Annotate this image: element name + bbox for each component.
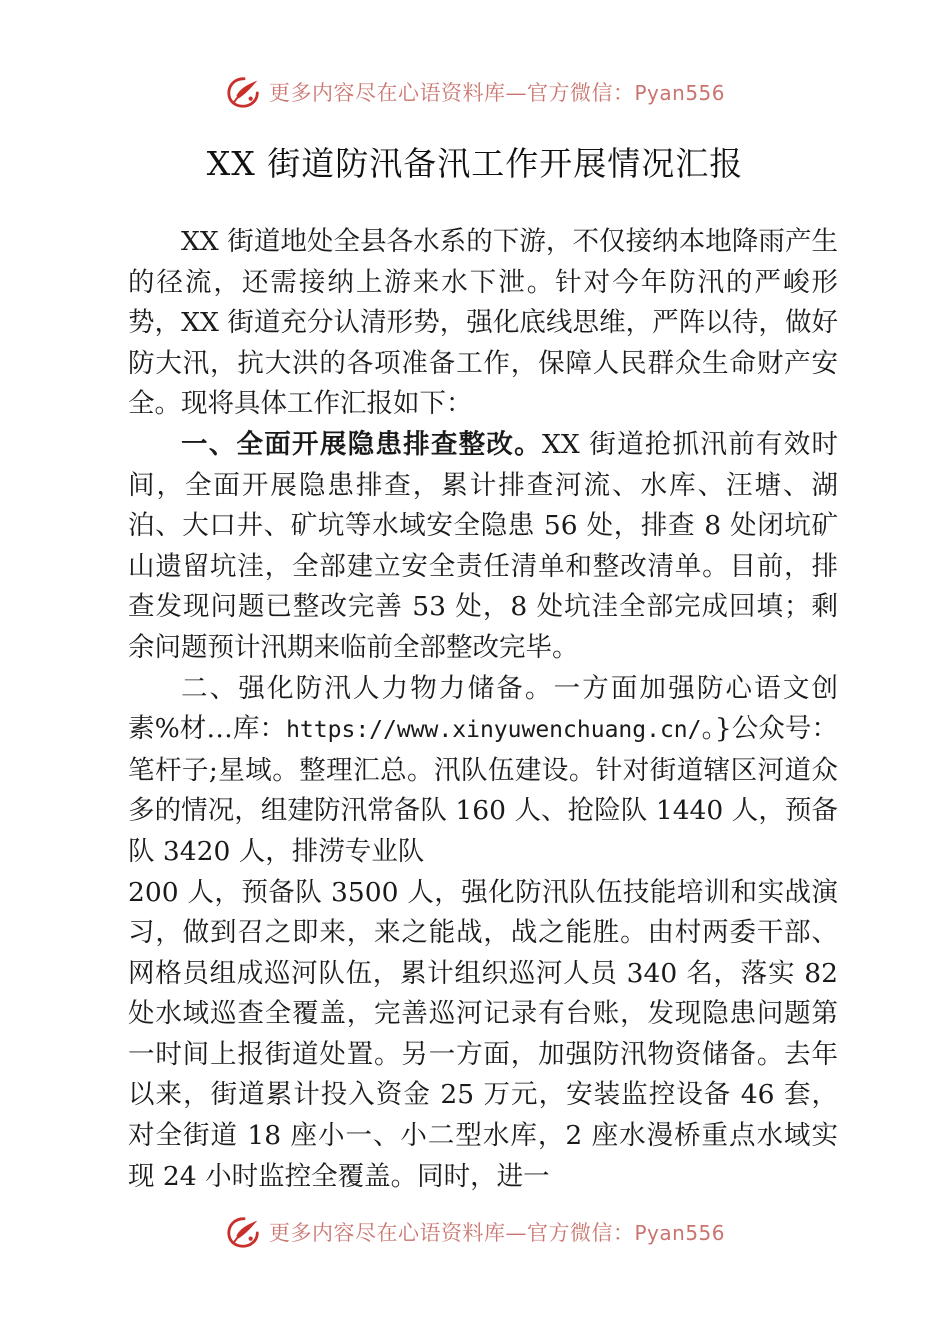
watermark-text: 更多内容尽在心语资料库—官方微信：Pyan556 <box>268 1221 725 1245</box>
paragraph-continuation: 200 人，预备队 3500 人，强化防汛队伍技能培训和实战演习，做到召之即来，来之能战，战之能胜。由村两委干部、网格员组成巡河队伍，累计组织巡河人员 340 名，落实 82 处水域巡查全覆盖，完善巡河记录有台账，发现隐患问题第一时间上报街道处置。另一方面，加强防汛物资储备。去年以来，街道累计投入资金 25 万元，安装监控设备 46 套，对全街道 18 座小一、小二型水库，2 座水漫桥重点水域实现 24 小时监控全覆盖。同时，进一 <box>128 876 838 1192</box>
wechat-id: Pyan556 <box>634 1221 725 1245</box>
logo-icon <box>225 73 263 111</box>
section-2-body: 。}公众号：笔杆子;星域。整理汇总。汛队伍建设。针对街道辖区河道众多的情况，组建防汛常备队 160 人、抢险队 1440 人，预备队 3420 人，排涝专业队 <box>128 713 838 867</box>
paragraph-section-2 <box>128 669 838 873</box>
watermark-text: 更多内容尽在心语资料库—官方微信：Pyan556 <box>268 81 725 105</box>
document-title: XX 街道防汛备汛工作开展情况汇报 <box>206 144 744 183</box>
document-body <box>128 222 838 1197</box>
watermark-banner-top <box>0 72 950 112</box>
watermark-banner-bottom <box>0 1212 950 1252</box>
section-2-intro: 二、强化防汛人力物力储备。一方面加强防心语文创素%材…库： <box>128 672 838 745</box>
section-1-heading: 一、全面开展隐患排查整改。 <box>181 428 542 460</box>
wechat-id: Pyan556 <box>634 81 725 105</box>
logo-icon <box>225 1213 263 1251</box>
paragraph-section-1 <box>128 425 838 669</box>
section-1-body: XX 街道抢抓汛前有效时间，全面开展隐患排查，累计排查河流、水库、汪塘、湖泊、大口井、矿坑等水域安全隐患 56 处，排查 8 处闭坑矿山遗留坑洼，全部建立安全责任清单和整改清单。目前，排查发现问题已整改完善 53 处，8 处坑洼全部完成回填；剩余问题预计汛期来临前全部整改完毕。 <box>128 428 838 663</box>
source-url: https://www.xinyuwenchuang.cn/ <box>286 717 702 744</box>
paragraph-intro: XX 街道地处全县各水系的下游，不仅接纳本地降雨产生的径流，还需接纳上游来水下泄。针对今年防汛的严峻形势，XX 街道充分认清形势，强化底线思维，严阵以待，做好防大汛，抗大洪的各项准备工作，保障人民群众生命财产安全。现将具体工作汇报如下： <box>128 226 838 420</box>
